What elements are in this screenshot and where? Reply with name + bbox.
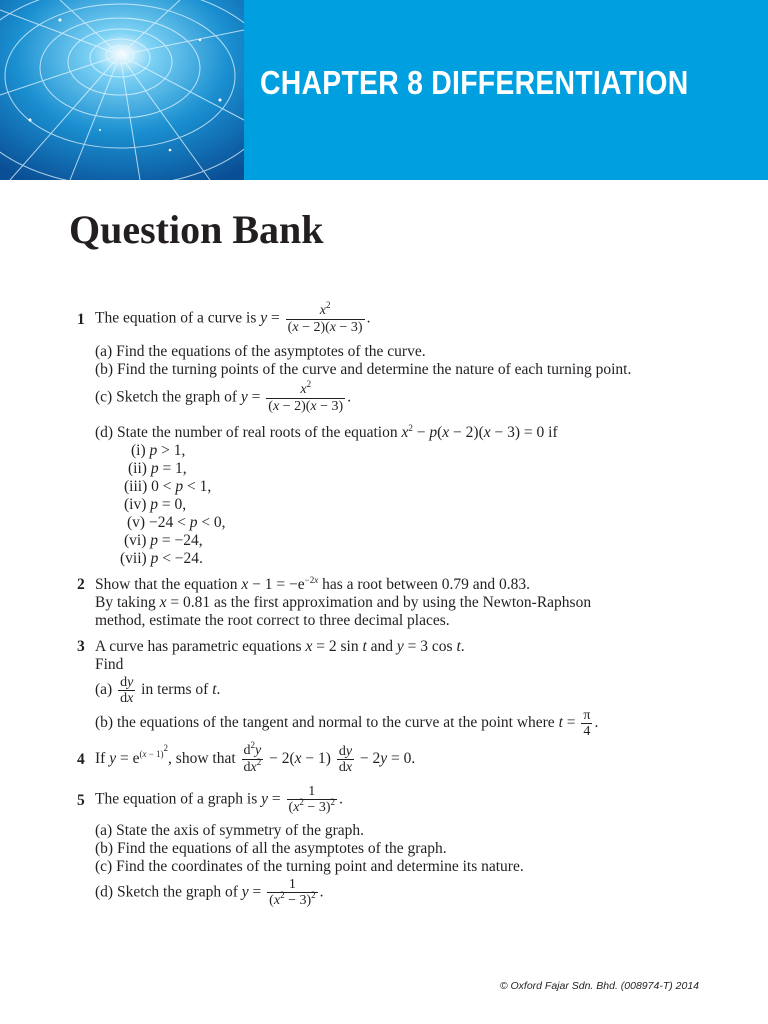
question-part: (b) Find the equations of all the asymptotes of the graph. bbox=[95, 840, 447, 857]
question-part: (a) Find the equations of the asymptotes of the curve. bbox=[95, 343, 426, 360]
equation-fraction: $\frac{x^2}{(x - 2)(x - 3)}$ bbox=[268, 379, 344, 414]
chapter-title: CHAPTER 8 DIFFERENTIATION bbox=[260, 64, 689, 101]
question-number: 3 bbox=[77, 638, 85, 655]
copyright-footer: © Oxford Fajar Sdn. Bhd. (008974-T) 2014 bbox=[499, 980, 699, 992]
question-line: If $y = e^{(x - 1)^2}$, show that $\frac{d^2y}{dx^2}$ − 2(x − 1) $\frac{dy}{dx}$ − 2y = 0. bbox=[95, 740, 416, 775]
question-number: 1 bbox=[77, 311, 85, 328]
subpart: (vii) p < −24. bbox=[120, 550, 203, 567]
equation-fraction: $\frac{1}{(x^2 - 3)^2}$ bbox=[288, 784, 335, 815]
equation-fraction: $\frac{x^2}{(x - 2)(x - 3)}$ bbox=[287, 300, 363, 335]
page-title: Question Bank bbox=[69, 207, 324, 252]
second-derivative-fraction: $\frac{d^2y}{dx^2}$ bbox=[243, 740, 262, 775]
equation-fraction: $\frac{1}{(x^2 - 3)^2}$ bbox=[269, 877, 316, 908]
question-line: Show that the equation $x - 1 = -e^{-2x}$ has a root between 0.79 and 0.83. bbox=[95, 575, 530, 593]
chapter-banner bbox=[0, 0, 768, 180]
pi-fraction: $\frac{\pi}{4}$ bbox=[583, 708, 591, 739]
question-part: (b) Find the turning points of the curve and determine the nature of each turning point. bbox=[95, 361, 632, 378]
question-part: (a) $\frac{dy}{dx}$ in terms of t. bbox=[95, 675, 221, 706]
question-part: (b) the equations of the tangent and normal to the curve at the point where t = $\frac{\pi}{4}$ . bbox=[95, 708, 599, 739]
question-part: (d) Sketch the graph of y = $\frac{1}{(x^2 - 3)^2}$ . bbox=[95, 877, 324, 908]
subpart: (i) p > 1, bbox=[131, 442, 186, 459]
question-part: (a) State the axis of symmetry of the graph. bbox=[95, 822, 365, 839]
subpart: (vi) p = −24, bbox=[124, 532, 203, 549]
question-stem: The equation of a graph is y = $\frac{1}{(x^2 - 3)^2}$ . bbox=[95, 784, 343, 815]
question-part: (d) State the number of real roots of the equation $x^2 - p(x - 2)(x - 3) = 0$ if bbox=[95, 423, 558, 441]
vortex-grid-image bbox=[0, 0, 244, 180]
question-number: 5 bbox=[77, 792, 85, 809]
subpart: (iii) 0 < p < 1, bbox=[124, 478, 212, 495]
question-part: (c) Find the coordinates of the turning point and determine its nature. bbox=[95, 858, 524, 875]
question-number: 2 bbox=[77, 576, 85, 593]
question-line: By taking x = 0.81 as the first approximation and by using the Newton-Raphson bbox=[95, 594, 592, 611]
question-line: method, estimate the root correct to three decimal places. bbox=[95, 612, 450, 629]
question-part: (c) Sketch the graph of y = $\frac{x^2}{(x - 2)(x - 3)}$ . bbox=[95, 379, 352, 414]
subpart: (iv) p = 0, bbox=[124, 496, 187, 513]
subpart: (v) −24 < p < 0, bbox=[127, 514, 226, 531]
question-stem: The equation of a curve is y = $\frac{x^2}{(x - 2)(x - 3)}$ . bbox=[95, 300, 371, 335]
question-line: Find bbox=[95, 656, 124, 673]
derivative-fraction: $\frac{dy}{dx}$ bbox=[120, 675, 134, 706]
derivative-fraction: $\frac{dy}{dx}$ bbox=[338, 744, 353, 775]
question-line: A curve has parametric equations x = 2 sin t and y = 3 cos t. bbox=[95, 638, 465, 655]
subpart: (ii) p = 1, bbox=[128, 460, 187, 477]
question-number: 4 bbox=[77, 751, 85, 768]
